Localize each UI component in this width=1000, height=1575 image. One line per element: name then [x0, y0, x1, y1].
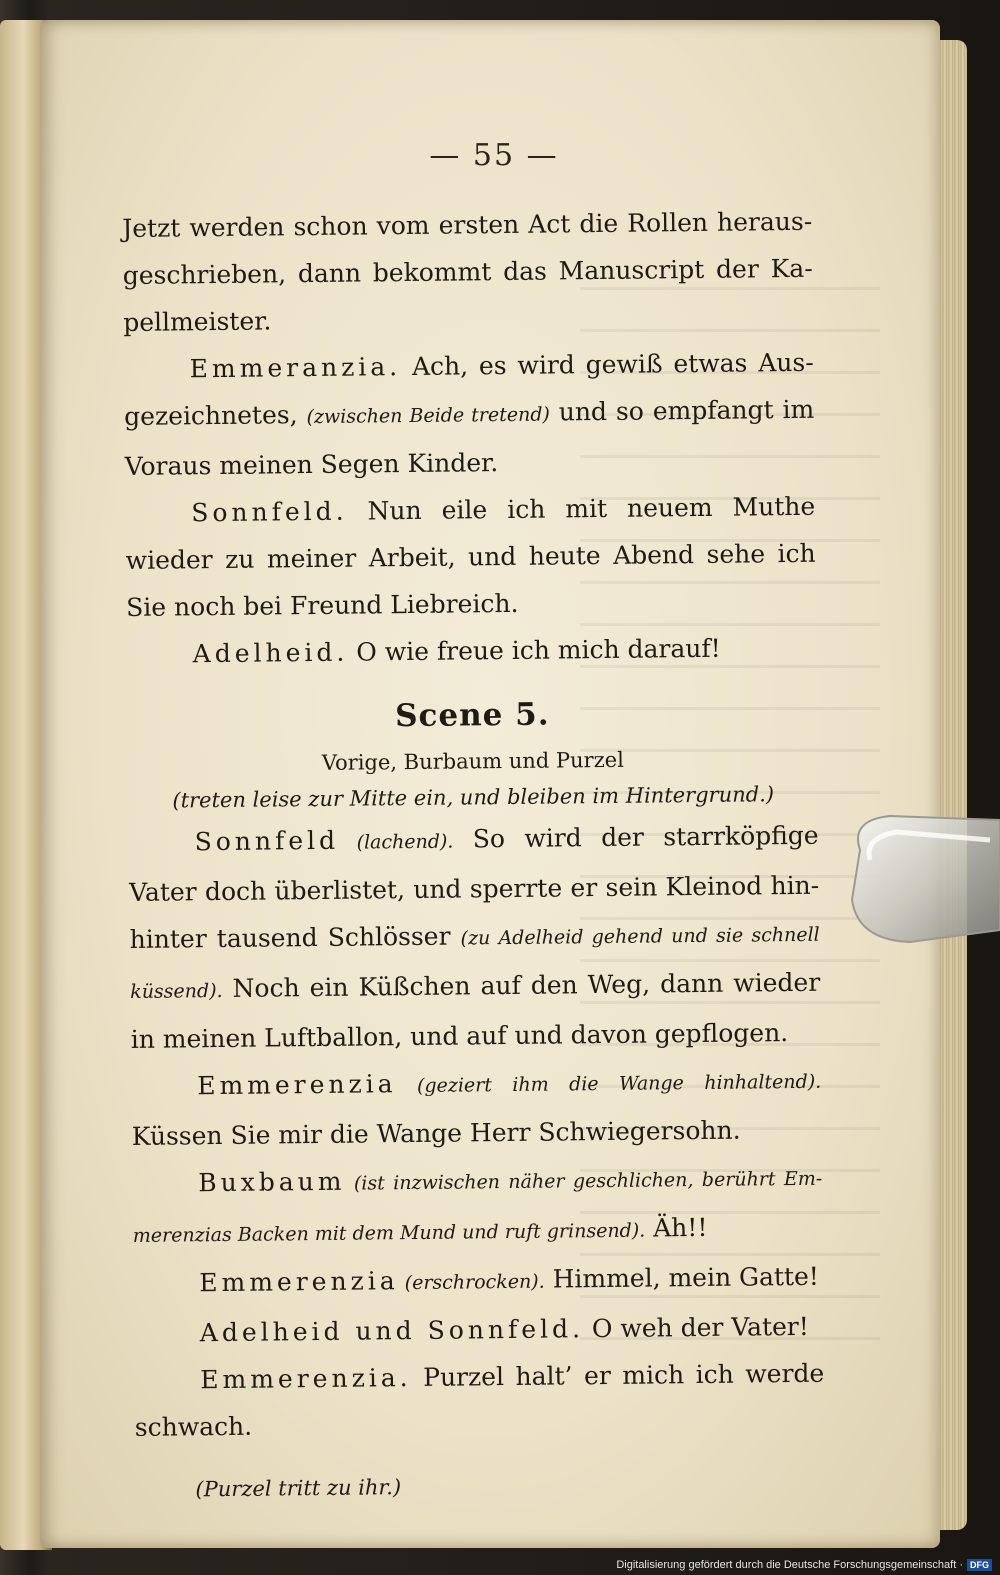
dialogue: So wird der starrköpfige Vater doch überlistet, und sperrte er sein Kleinod hinhinter tausend Schlösser	[129, 820, 820, 954]
stage-direction: (lachend).	[339, 830, 454, 854]
stage-direction: (geziert ihm die Wange hinhaltend).	[396, 1070, 822, 1098]
scene-heading: Scene 5.	[394, 696, 550, 735]
speaker-name: Emmeranzia.	[189, 352, 402, 384]
dialogue: O wie freue ich mich darauf!	[348, 633, 721, 667]
speaker-name: Adelheid und Sonnfeld.	[199, 1314, 585, 1348]
page-holder-clip	[840, 810, 1000, 960]
speaker-name: Emmerenzia	[199, 1266, 399, 1298]
stage-direction: (zu Adelheid gehend und sie schnell küssend).	[130, 923, 820, 1003]
cast-stage-direction: (treten leise zur Mitte ein, und bleiben im Hintergrund.)	[172, 782, 775, 813]
stage-direction: (ist inzwischen näher geschlichen, berührt Emmerenzias Backen mit dem Mund und ruft grinsend).	[132, 1167, 823, 1247]
page-number: — 55 —	[429, 138, 559, 173]
paragraph-adelheid-sonnfeld	[134, 1303, 824, 1357]
dialogue: Himmel, mein Gatte!	[544, 1261, 820, 1294]
dialogue: und so empfangt im Voraus meinen Segen Kinder.	[124, 394, 815, 481]
paragraph-1: Jetzt werden schon vom ersten Act die Rollen herausgeschrieben, dann bekommt das Manuscript der Kapellmeister.	[122, 206, 813, 337]
dialogue: Ach, es wird gewiß etwas Ausgezeichnetes,	[124, 347, 814, 431]
speaker-name: Sonnfeld	[194, 825, 340, 857]
digitization-credit	[616, 1559, 992, 1571]
cast-list: Vorige, Burbaum und Purzel	[321, 747, 624, 775]
dialogue: Noch ein Küßchen auf den Weg, dann wieder in meinen Luftballon, und auf und davon gepflogen.	[130, 967, 821, 1054]
dialogue: Küssen Sie mir die Wange Herr Schwiegersohn.	[131, 1115, 741, 1151]
speaker-name: Emmerenzia.	[200, 1363, 412, 1395]
stage-direction: (zwischen Beide tretend)	[306, 403, 550, 429]
credit-text: Digitalisierung gefördert durch die Deutsche Forschungsgemeinschaft ·	[616, 1559, 963, 1571]
paragraph-buxbaum	[132, 1153, 823, 1260]
dialogue: Äh!!	[645, 1212, 708, 1243]
paragraph-adelheid-1	[126, 624, 816, 678]
paragraph-emmerenzia-3	[133, 1253, 823, 1310]
paragraph-sonnfeld-2	[128, 812, 821, 1063]
dialogue: Nun eile ich mit neuem Muthe wieder zu meiner Arbeit, und heute Abend sehe ich Sie noch bei Freund Liebreich.	[125, 491, 816, 622]
speaker-name: Sonnfeld.	[191, 496, 348, 528]
speaker-name: Buxbaum	[198, 1166, 346, 1198]
paragraph-emmerenzia-2	[131, 1056, 822, 1160]
stage-direction: (erschrocken).	[398, 1270, 545, 1295]
dfg-logo: DFG	[967, 1559, 992, 1571]
speaker-name: Emmerenzia	[197, 1069, 397, 1101]
paragraph-emmerenzia-4	[134, 1350, 825, 1451]
page-text	[122, 198, 826, 1529]
speaker-name: Adelheid.	[192, 637, 349, 669]
paragraph-sonnfeld-1	[125, 483, 816, 631]
paragraph-emmeranzia-1	[123, 339, 814, 490]
final-stage-direction: (Purzel tritt zu ihr.)	[195, 1475, 402, 1502]
dialogue: Purzel halt’ er mich ich werde schwach.	[134, 1358, 825, 1442]
dialogue: O weh der Vater!	[583, 1311, 809, 1344]
